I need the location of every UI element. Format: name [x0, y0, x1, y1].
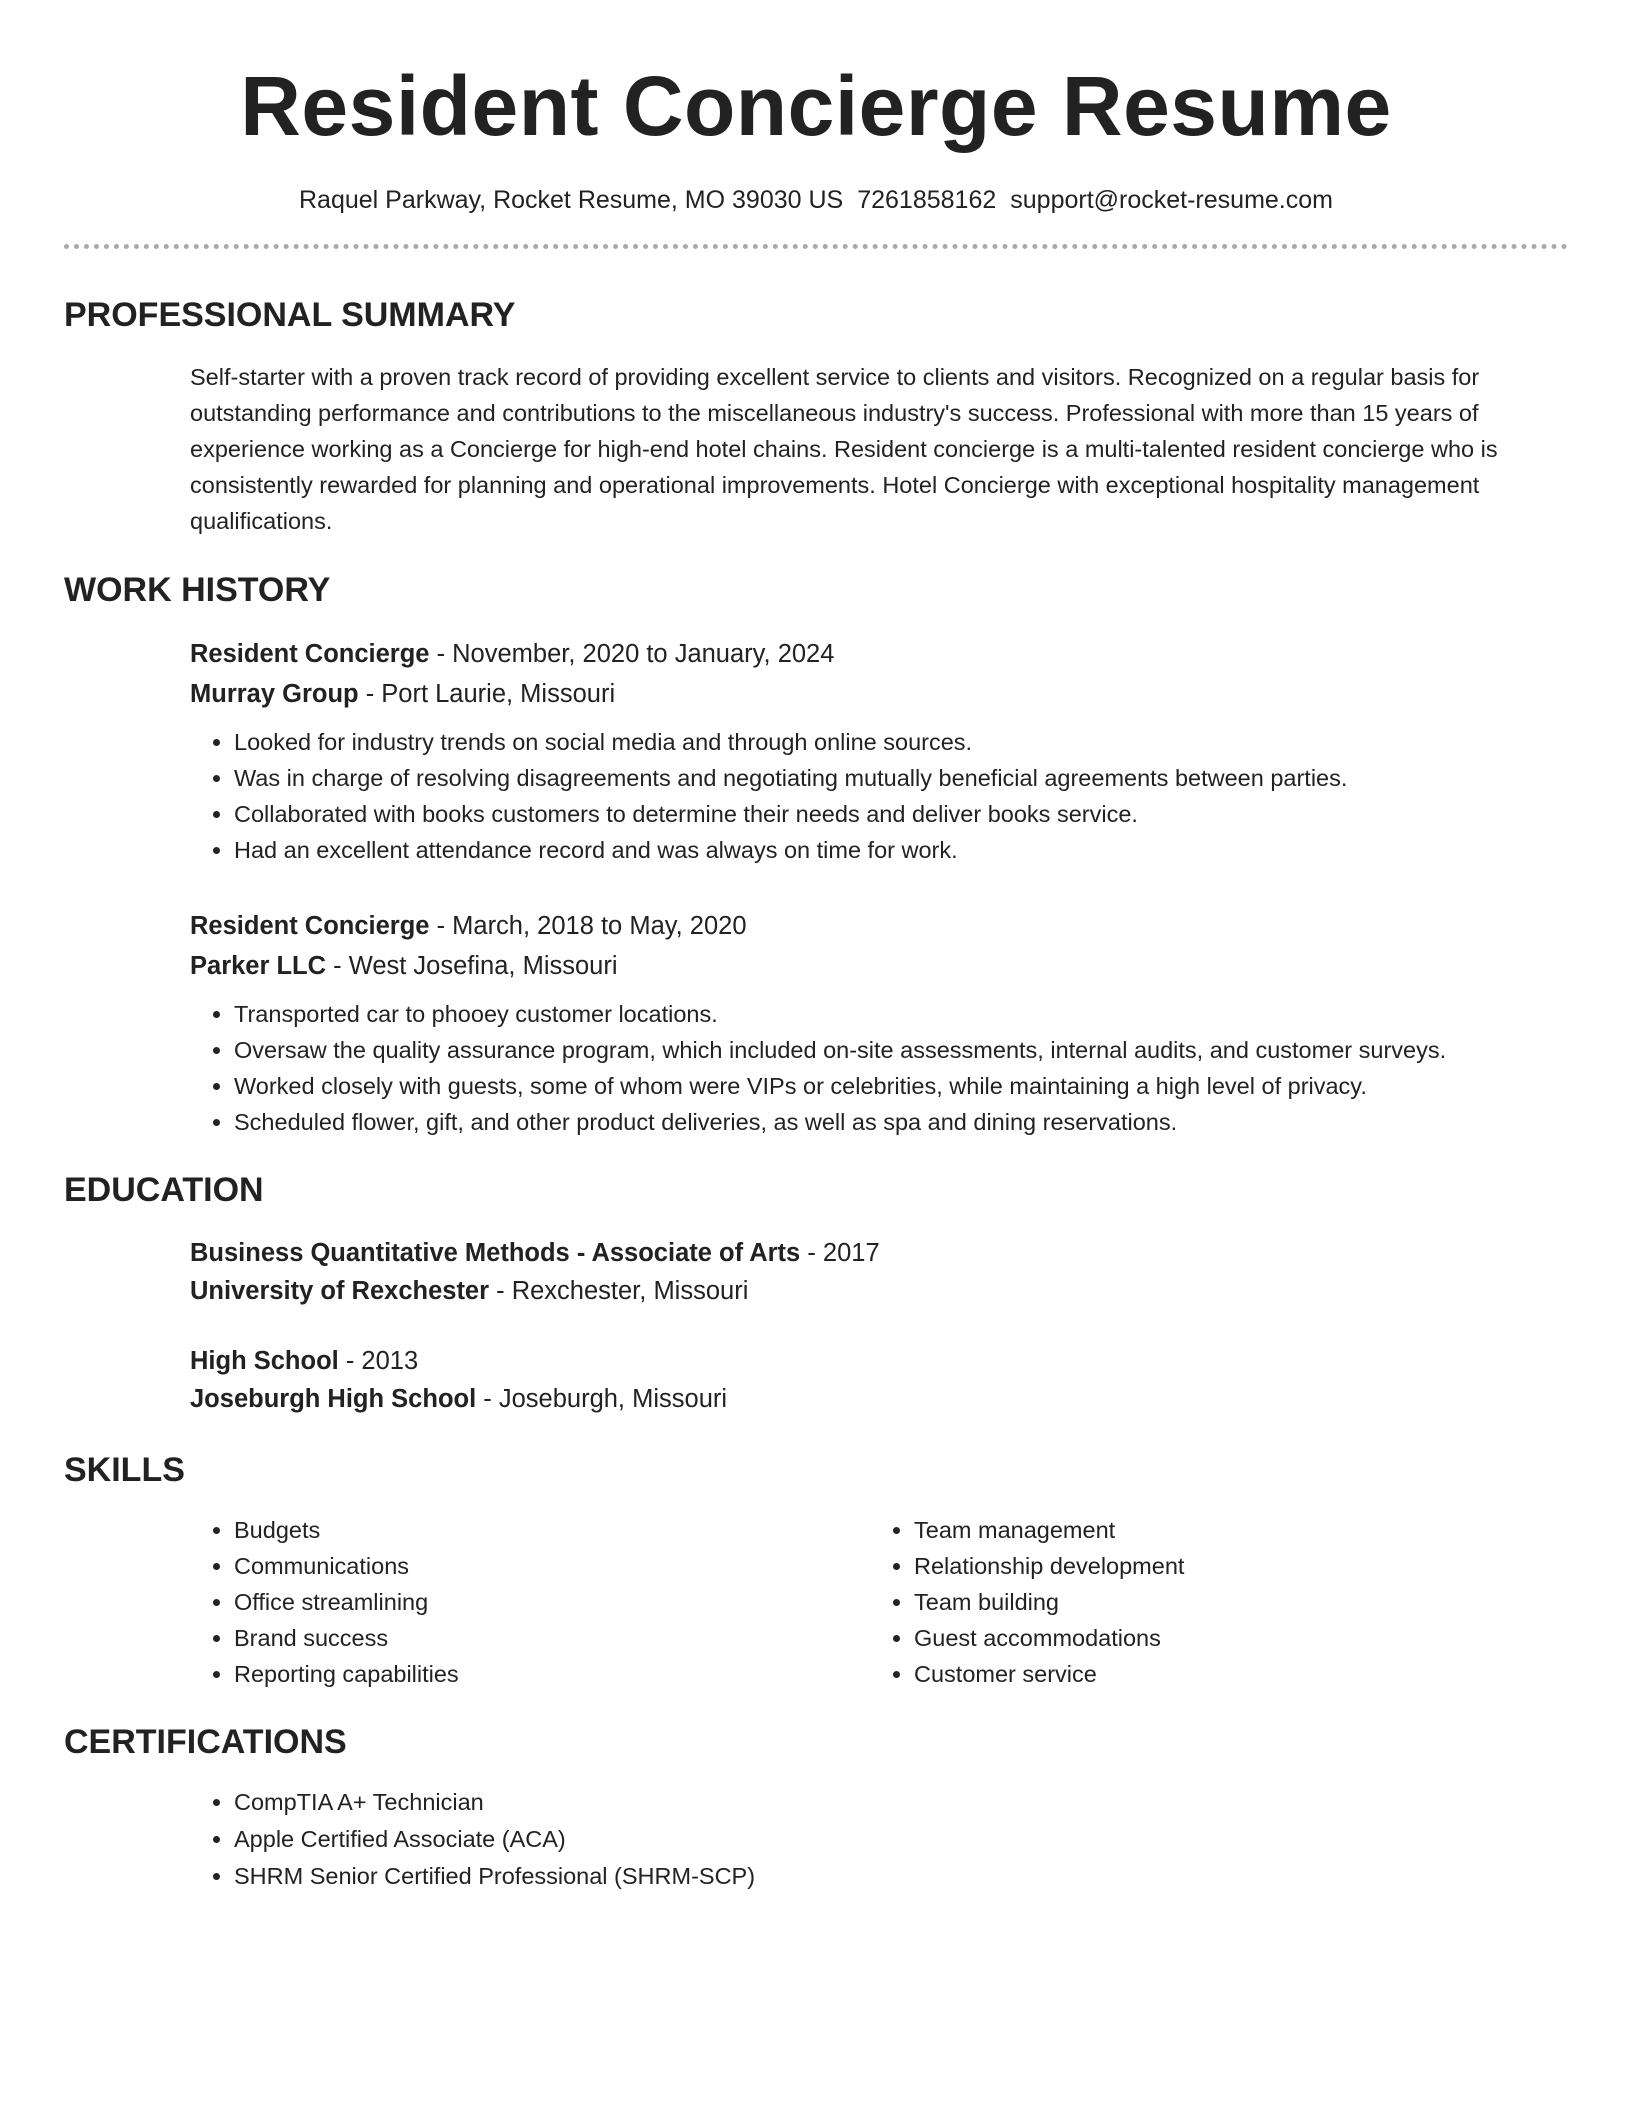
job-entry — [190, 634, 1568, 868]
job-duty: • Looked for industry trends on social media and through online sources. — [234, 724, 1568, 760]
skill-item: • Guest accommodations — [914, 1620, 1550, 1656]
skill-item: • Office streamlining — [234, 1584, 870, 1620]
degree-line — [190, 1342, 1568, 1380]
summary-heading: PROFESSIONAL SUMMARY — [64, 296, 516, 334]
job-company: Parker LLC — [190, 952, 327, 980]
job-duty: • Worked closely with guests, some of whom were VIPs or celebrities, while maintaining a high level of privacy. — [234, 1068, 1568, 1104]
certifications-heading: CERTIFICATIONS — [64, 1723, 347, 1761]
job-duties — [190, 996, 1568, 1140]
job-duty: • Scheduled flower, gift, and other product deliveries, as well as spa and dining reservations. — [234, 1104, 1568, 1140]
work-history-heading: WORK HISTORY — [64, 571, 331, 609]
certification-item: • SHRM Senior Certified Professional (SHRM-SCP) — [234, 1858, 1568, 1895]
job-location: - West Josefina, Missouri — [326, 952, 618, 980]
job-title: Resident Concierge — [190, 912, 430, 940]
summary-text: Self-starter with a proven track record of providing excellent service to clients and visitors. Recognized on a regular basis for outstanding performance and contributions to the miscellaneous industry's success. Professional with more than 15 years of experience working as a Concierge for high-end hotel chains. Resident concierge is a multi-talented resident concierge who is consistently rewarded for planning and operational improvements. Hotel Concierge with exceptional hospitality management qualifications. — [190, 364, 1498, 534]
school-line — [190, 1380, 1568, 1418]
skill-item: • Customer service — [914, 1656, 1550, 1692]
job-duty: • Collaborated with books customers to determine their needs and deliver books service. — [234, 796, 1568, 832]
contact-email: support@rocket-resume.com — [1010, 186, 1333, 214]
degree-name: Business Quantitative Methods - Associate of Arts — [190, 1239, 801, 1267]
job-duty: • Transported car to phooey customer locations. — [234, 996, 1568, 1032]
certification-items — [190, 1784, 1568, 1895]
school-line — [190, 1272, 1568, 1310]
header-divider — [64, 244, 1568, 249]
skill-item: • Team management — [914, 1512, 1550, 1548]
job-title: Resident Concierge — [190, 640, 430, 668]
skills-grid — [190, 1512, 1568, 1692]
certification-item: • CompTIA A+ Technician — [234, 1784, 1568, 1821]
job-company-line — [190, 674, 1568, 714]
job-location: - Port Laurie, Missouri — [358, 680, 616, 708]
skill-item: • Reporting capabilities — [234, 1656, 870, 1692]
school-location: - Joseburgh, Missouri — [476, 1385, 728, 1413]
job-company-line — [190, 946, 1568, 986]
degree-year: - 2013 — [338, 1347, 419, 1375]
education-entry — [190, 1234, 1568, 1310]
degree-line — [190, 1234, 1568, 1272]
skills-list — [190, 1512, 870, 1692]
contact-phone: 7261858162 — [857, 186, 997, 214]
skills-column-left — [190, 1512, 870, 1692]
skill-item: • Relationship development — [914, 1548, 1550, 1584]
job-duties — [190, 724, 1568, 868]
degree-year: - 2017 — [800, 1239, 880, 1267]
job-title-line — [190, 634, 1568, 674]
contact-line — [64, 184, 1568, 216]
education-entry — [190, 1342, 1568, 1418]
school-location: - Rexchester, Missouri — [489, 1277, 749, 1305]
job-duty: • Oversaw the quality assurance program, which included on-site assessments, internal audits, and customer surveys. — [234, 1032, 1568, 1068]
education-heading: EDUCATION — [64, 1171, 264, 1209]
job-title-line — [190, 906, 1568, 946]
skill-item: • Communications — [234, 1548, 870, 1584]
resume-title: Resident Concierge Resume — [240, 59, 1392, 153]
certifications-list — [190, 1784, 1568, 1895]
skill-item: • Team building — [914, 1584, 1550, 1620]
work-history-list — [190, 634, 1568, 1140]
skills-column-right — [870, 1512, 1550, 1692]
job-duty: • Had an excellent attendance record and was always on time for work. — [234, 832, 1568, 868]
skills-list — [870, 1512, 1550, 1692]
education-list — [190, 1234, 1568, 1418]
school-name: University of Rexchester — [190, 1277, 490, 1305]
skills-heading: SKILLS — [64, 1451, 185, 1489]
skill-item: • Budgets — [234, 1512, 870, 1548]
contact-address: Raquel Parkway, Rocket Resume, MO 39030 US — [299, 186, 844, 214]
job-dates: - November, 2020 to January, 2024 — [429, 640, 835, 668]
degree-name: High School — [190, 1347, 339, 1375]
job-company: Murray Group — [190, 680, 359, 708]
job-duty: • Was in charge of resolving disagreements and negotiating mutually beneficial agreements between parties. — [234, 760, 1568, 796]
school-name: Joseburgh High School — [190, 1385, 477, 1413]
job-entry — [190, 906, 1568, 1140]
job-dates: - March, 2018 to May, 2020 — [429, 912, 747, 940]
skill-item: • Brand success — [234, 1620, 870, 1656]
certification-item: • Apple Certified Associate (ACA) — [234, 1821, 1568, 1858]
